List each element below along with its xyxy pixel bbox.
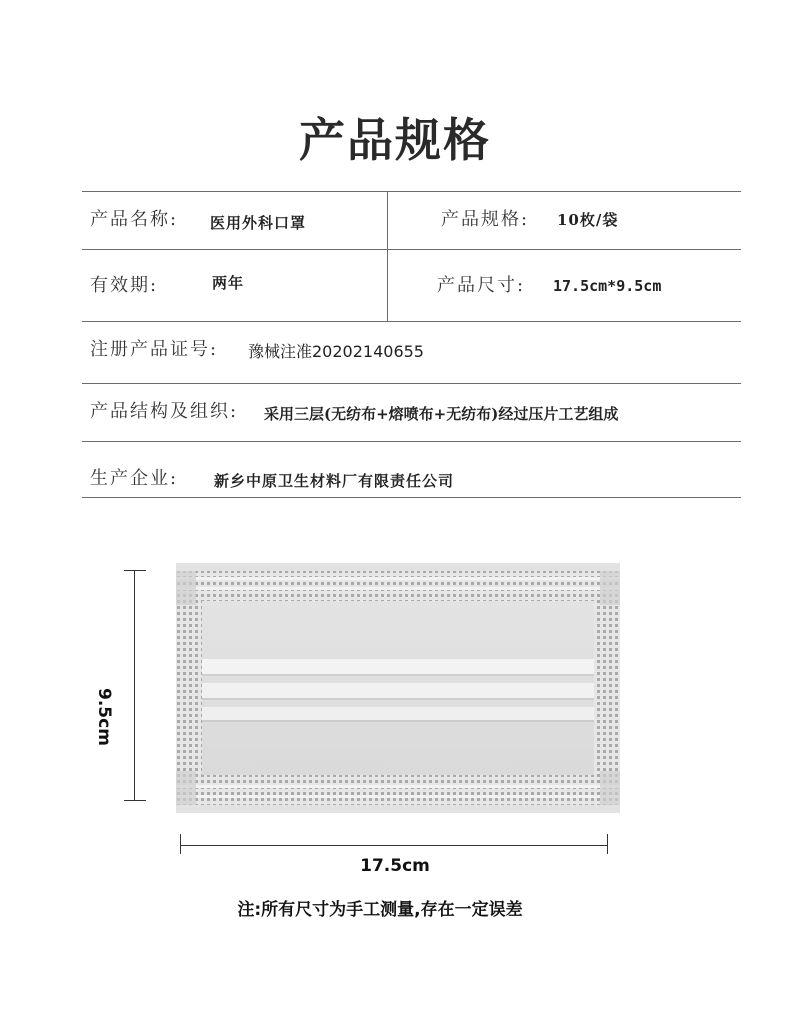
validity-value: 两年 — [212, 274, 245, 292]
product-name-label: 产品名称: — [90, 209, 179, 230]
product-spec-value: 10枚/袋 — [557, 211, 619, 229]
table-line-top — [82, 191, 741, 192]
manufacturer-value: 新乡中原卫生材料厂有限责任公司 — [214, 472, 455, 490]
table-line-3 — [82, 383, 741, 384]
table-line-4 — [82, 441, 741, 442]
height-dimension-cap-top — [124, 570, 146, 571]
measurement-note: 注:所有尺寸为手工测量,存在一定误差 — [237, 900, 523, 920]
registration-value: 豫械注准20202140655 — [248, 342, 424, 361]
product-spec-label: 产品规格: — [441, 209, 530, 230]
height-dimension-cap-bottom — [124, 800, 146, 801]
mask-image — [176, 563, 620, 813]
product-size-label: 产品尺寸: — [437, 275, 526, 296]
table-line-2 — [82, 321, 741, 322]
structure-label: 产品结构及组织: — [90, 401, 239, 422]
table-line-bottom — [82, 497, 741, 498]
validity-label: 有效期: — [90, 275, 159, 296]
structure-value: 采用三层(无纺布+熔喷布+无纺布)经过压片工艺组成 — [264, 405, 619, 423]
registration-label: 注册产品证号: — [90, 339, 219, 360]
table-line-1 — [82, 249, 741, 250]
width-dimension-line — [180, 845, 607, 846]
product-size-value: 17.5cm*9.5cm — [553, 277, 662, 295]
page-title: 产品规格 — [299, 113, 491, 167]
product-name-value: 医用外科口罩 — [210, 214, 307, 232]
width-dimension-cap-left — [180, 834, 181, 854]
manufacturer-label: 生产企业: — [90, 468, 179, 489]
width-dimension-cap-right — [607, 834, 608, 854]
width-dimension-label: 17.5cm — [360, 856, 430, 876]
table-divider — [387, 191, 388, 321]
height-dimension-line — [134, 570, 135, 800]
height-dimension-label: 9.5cm — [94, 688, 114, 746]
